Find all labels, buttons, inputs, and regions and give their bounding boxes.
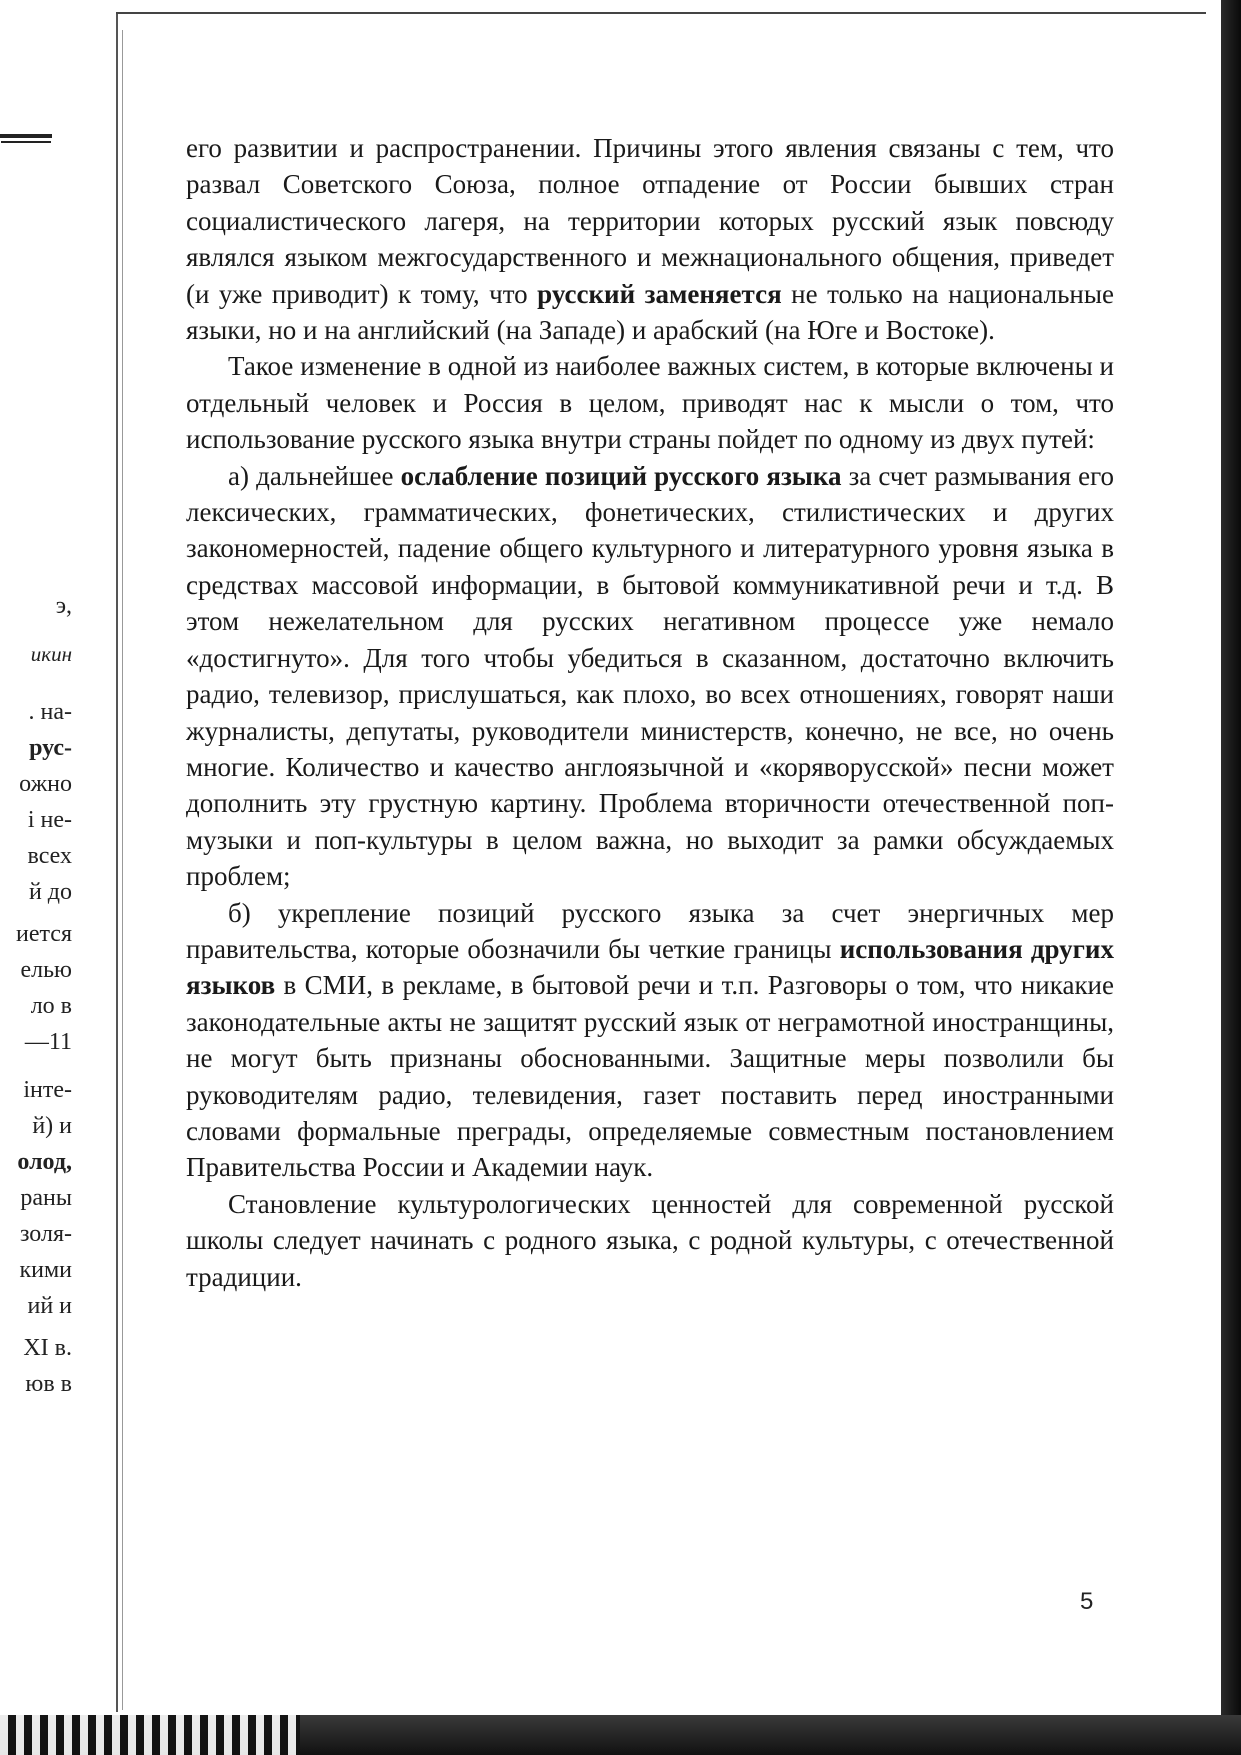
paragraph: [186, 895, 1114, 1186]
left-fragment-group: [0, 916, 72, 1060]
left-fragment-line: юв в: [25, 1371, 72, 1397]
text-run: за счет размывания его лексических, грамматических, фонетических, стилистических и других закономерностей, падение общего культурного и литературного уровня языка в средствах массовой информации, в бытовой коммуникативной речи и т.д. В этом нежелательном для русских негативном процессе уже немало «достигнуто». Для того чтобы убедиться в сказанном, достаточно включить радио, телевизор, прислушаться, как плохо, во всех отношениях, говорят наши журналисты, депутаты, руководители министерств, конечно, не все, но очень многие. Количество и качество англоязычной и «коряворусской» песни может дополнить эту грустную картину. Проблема вторичности отечественной поп-музыки и поп-культуры в целом важна, но выходит за рамки обсуждаемых проблем;: [186, 460, 1114, 892]
text-run: а) дальнейшее: [228, 460, 401, 491]
left-fragment-line: інте-: [23, 1077, 72, 1103]
left-fragment-line: кими: [19, 1257, 72, 1283]
page-number: 5: [1080, 1588, 1094, 1615]
text-run: б) укрепление позиций русского языка за счет энергичных мер правительства, которые обозначили бы четкие границы: [186, 897, 1114, 964]
left-fragment-line: икин: [30, 642, 72, 666]
page-top-edge: [116, 12, 1206, 14]
bold-phrase: использования других языков: [186, 933, 1114, 1001]
left-fragment-group: [0, 1330, 72, 1402]
bold-phrase: ослабление позиций русского языка: [400, 460, 842, 491]
scan-edge-right: [1221, 0, 1241, 1755]
text-run: Становление культурологических ценностей для современной русской школы следует начинать с родного языка, с родной культуры, с отечественной традиции.: [186, 1188, 1114, 1292]
left-fragment-line: олод,: [17, 1149, 72, 1175]
text-run: его развитии и распространении. Причины этого явления связаны с тем, что развал Советского Союза, полное отпадение от России бывших стран социалистического лагеря, на территории которых русский язык повсюду являлся языком межгосударственного и межнационального общения, приведет (и уже приводит) к тому, что: [186, 133, 1114, 309]
text-run: Такое изменение в одной из наиболее важных систем, в которые включены и отдельный человек и Россия в целом, приводят нас к мысли о том, что использование русского языка внутри страны пойдет по одному из двух путей:: [186, 351, 1114, 455]
left-fragment-line: —11: [24, 1029, 72, 1055]
left-fragment-line: э,: [55, 593, 72, 619]
text-run: в СМИ, в рекламе, в бытовой речи и т.п. Разговоры о том, что никакие законодательные акты не защитят русский язык от неграмотной иностранщины, не могут быть признаны обоснованными. Защитные меры позволили бы руководителям радио, телевидения, газет поставить перед иностранными словами формальные преграды, определяемые совместным постановлением Правительства России и Академии наук.: [186, 970, 1114, 1183]
previous-page-rule: [0, 134, 52, 138]
page-binding-line: [116, 12, 118, 1712]
left-fragment-group: [0, 1072, 72, 1324]
left-fragment-line: золя-: [19, 1221, 72, 1247]
left-fragment-line: иется: [16, 921, 72, 947]
left-fragment-line: XI в.: [23, 1335, 72, 1361]
paragraph: [186, 458, 1114, 895]
scan-edge-bottom-marks: [0, 1715, 300, 1755]
left-fragment-line: . на-: [28, 699, 72, 725]
left-fragment-line: ий и: [27, 1293, 72, 1319]
bold-phrase: русский заменяется: [537, 278, 782, 309]
paragraph: [186, 348, 1114, 457]
left-fragment-line: і не-: [27, 807, 72, 833]
left-fragment-line: ожно: [19, 771, 72, 797]
left-fragment-line: раны: [20, 1185, 72, 1211]
left-fragment-line: ло в: [30, 993, 72, 1019]
left-fragment-line: всех: [27, 843, 72, 869]
left-fragment-group: [0, 588, 72, 624]
left-fragment-line: й до: [28, 879, 72, 905]
paragraph: [186, 130, 1114, 348]
paragraph: [186, 1186, 1114, 1295]
left-fragment-group: [0, 636, 72, 672]
left-fragment-line: й) и: [32, 1113, 72, 1139]
left-fragment-line: рус-: [29, 735, 72, 761]
left-fragment-line: елью: [20, 957, 72, 983]
text-run: не только на национальные языки, но и на английский (на Западе) и арабский (на Юге и Востоке).: [186, 278, 1114, 346]
page-binding-shadow: [122, 30, 123, 1710]
page-body-text: [186, 130, 1114, 1295]
left-fragment-group: [0, 694, 72, 910]
